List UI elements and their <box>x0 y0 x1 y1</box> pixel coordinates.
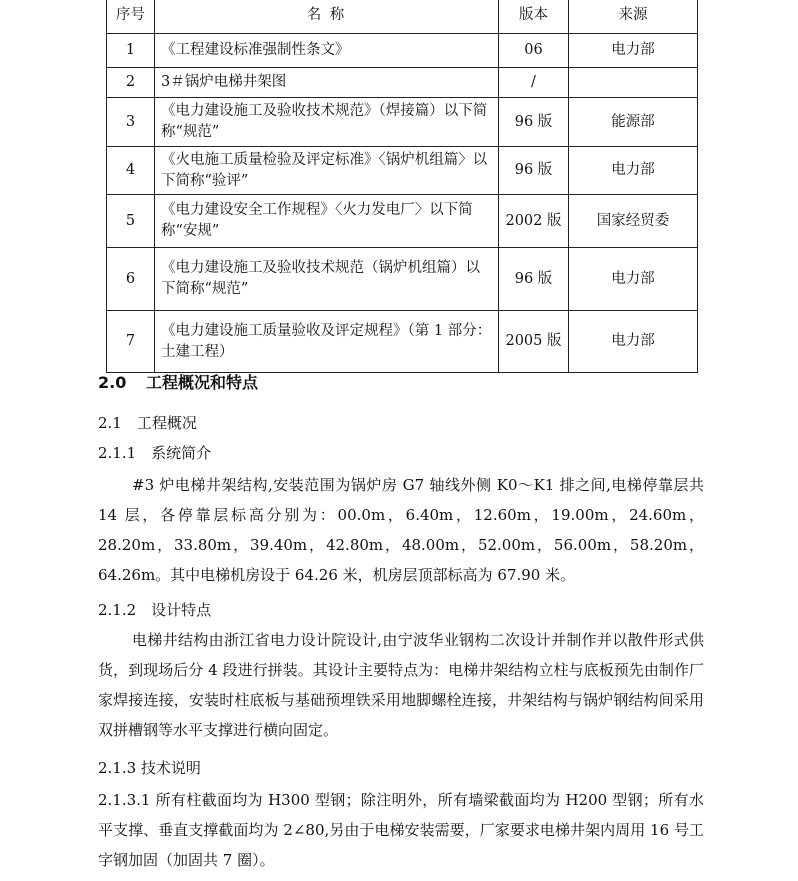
row-version: 96 版 <box>499 248 569 311</box>
reference-table <box>106 0 698 373</box>
row-source: 国家经贸委 <box>569 195 698 248</box>
row-name: 《电力建设施工质量验收及评定规程》（第 1 部分：土建工程） <box>155 311 499 373</box>
subsection-2-1: 2.1 工程概况 <box>98 414 197 432</box>
row-name: 3＃锅炉电梯井架图 <box>155 68 499 98</box>
header-no: 序号 <box>107 0 155 34</box>
table-row <box>107 34 698 68</box>
table-row <box>107 98 698 147</box>
paragraph-system-intro: #3 炉电梯井架结构,安装范围为锅炉房 G7 轴线外侧 K0～K1 排之间,电梯停靠层共 14 层，各停靠层标高分别为：00.0m，6.40m，12.60m，19.00m，24.60m，28.20m，33.80m，39.40m，42.80m，48.00m，52.00m，56.00m，58.20m， 64.26m。其中电梯机房设于 64.26 米，机房层顶部标高为 67.90 米。 <box>98 476 704 584</box>
row-name: 《电力建设安全工作规程》〈火力发电厂〉以下简称“安规” <box>155 195 499 248</box>
header-source: 来源 <box>569 0 698 34</box>
row-version: 96 版 <box>499 98 569 147</box>
row-no: 4 <box>107 147 155 195</box>
row-no: 5 <box>107 195 155 248</box>
table-row <box>107 195 698 248</box>
header-version: 版本 <box>499 0 569 34</box>
row-no: 7 <box>107 311 155 373</box>
row-name: 《火电施工质量检验及评定标准》〈锅炉机组篇〉以下简称“验评” <box>155 147 499 195</box>
row-version: 2002 版 <box>499 195 569 248</box>
row-source <box>569 68 698 98</box>
table-row <box>107 68 698 98</box>
row-name: 《电力建设施工及验收技术规范》（焊接篇）以下简称“规范” <box>155 98 499 147</box>
section-number: 2.0 <box>98 373 127 392</box>
row-no: 1 <box>107 34 155 68</box>
row-source: 电力部 <box>569 248 698 311</box>
subsection-2-1-3: 2.1.3 技术说明 <box>98 759 201 777</box>
row-source: 电力部 <box>569 147 698 195</box>
row-source: 电力部 <box>569 34 698 68</box>
paragraph-tech-notes: 2.1.3.1 所有柱截面均为 H300 型钢；除注明外，所有墙梁截面均为 H200 型钢；所有水平支撑、垂直支撑截面均为 2∠80,另由于电梯安装需要，厂家要求电梯井架内周用 16 号工字钢加固（加固共 7 圈）。 <box>98 791 704 869</box>
row-name: 《工程建设标准强制性条文》 <box>155 34 499 68</box>
row-version: 06 <box>499 34 569 68</box>
table-header-row <box>107 0 698 34</box>
paragraph-design-features: 电梯井结构由浙江省电力设计院设计,由宁波华业钢构二次设计并制作并以散件形式供货，到现场后分 4 段进行拼装。其设计主要特点为：电梯井架结构立柱与底板预先由制作厂家焊接连接，安装时柱底板与基础预埋铁采用地脚螺栓连接，井架结构与锅炉钢结构间采用双拼槽钢等水平支撑进行横向固定。 <box>98 631 704 739</box>
row-version: / <box>499 68 569 98</box>
section-heading <box>98 370 258 393</box>
row-no: 3 <box>107 98 155 147</box>
table-row <box>107 248 698 311</box>
row-no: 6 <box>107 248 155 311</box>
subsection-2-1-2: 2.1.2 设计特点 <box>98 601 212 619</box>
table-row <box>107 311 698 373</box>
row-no: 2 <box>107 68 155 98</box>
row-source: 电力部 <box>569 311 698 373</box>
table-row <box>107 147 698 195</box>
row-source: 能源部 <box>569 98 698 147</box>
header-name-label: 名 称 <box>306 6 347 23</box>
subsection-2-1-1: 2.1.1 系统简介 <box>98 444 212 462</box>
section-title: 工程概况和特点 <box>146 373 259 392</box>
row-name: 《电力建设施工及验收技术规范（锅炉机组篇）以下简称“规范” <box>155 248 499 311</box>
header-name <box>155 0 499 34</box>
row-version: 2005 版 <box>499 311 569 373</box>
row-version: 96 版 <box>499 147 569 195</box>
